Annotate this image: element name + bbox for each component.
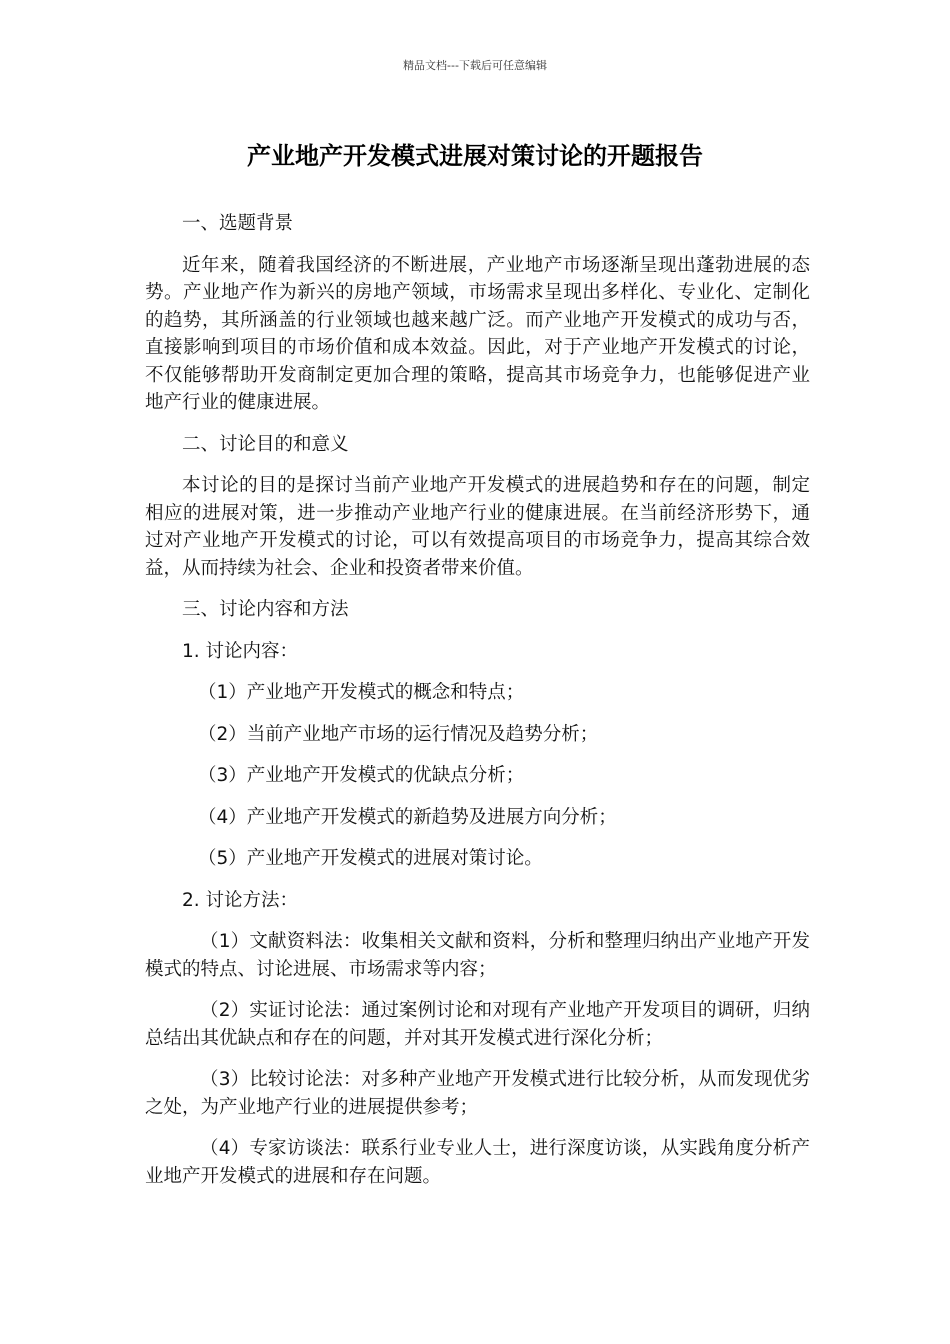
content-item: （3）产业地产开发模式的优缺点分析；: [198, 765, 525, 786]
method-item: （3）比较讨论法：对多种产业地产开发模式进行比较分析，从而发现优劣之处，为产业地产行业的进展提供参考；: [145, 1069, 810, 1118]
content-item: （4）产业地产开发模式的新趋势及进展方向分析；: [198, 806, 617, 828]
content-item: （5）产业地产开发模式的进展对策讨论。: [198, 848, 543, 869]
content-subheading: 1. 讨论内容：: [182, 640, 299, 662]
section-heading-purpose: 二、讨论目的和意义: [182, 433, 349, 455]
method-item: （4）专家访谈法：联系行业专业人士，进行深度访谈，从实践角度分析产业地产开发模式的进展和存在问题。: [145, 1138, 810, 1187]
section-heading-background: 一、选题背景: [182, 213, 294, 234]
content-item: （2）当前产业地产市场的运行情况及趋势分析；: [198, 723, 599, 745]
method-item: （1）文献资料法：收集相关文献和资料，分析和整理归纳出产业地产开发模式的特点、讨论进展、市场需求等内容；: [145, 931, 810, 980]
background-paragraph: 近年来，随着我国经济的不断进展，产业地产市场逐渐呈现出蓬勃进展的态势。产业地产作为新兴的房地产领域，市场需求呈现出多样化、专业化、定制化的趋势，其所涵盖的行业领域也越来越广泛。而产业地产开发模式的成功与否，直接影响到项目的市场价值和成本效益。因此，对于产业地产开发模式的讨论，不仅能够帮助开发商制定更加合理的策略，提高其市场竞争力，也能够促进产业地产行业的健康进展。: [145, 254, 810, 413]
section-heading-content-method: 三、讨论内容和方法: [182, 599, 349, 620]
method-item: （2）实证讨论法：通过案例讨论和对现有产业地产开发项目的调研，归纳总结出其优缺点和存在的问题，并对其开发模式进行深化分析；: [145, 1000, 810, 1049]
purpose-paragraph: 本讨论的目的是探讨当前产业地产开发模式的进展趋势和存在的问题，制定相应的进展对策，进一步推动产业地产行业的健康进展。在当前经济形势下，通过对产业地产开发模式的讨论，可以有效提高项目的市场竞争力，提高其综合效益，从而持续为社会、企业和投资者带来价值。: [145, 475, 810, 579]
method-subheading: 2. 讨论方法：: [182, 889, 299, 911]
content-item: （1）产业地产开发模式的概念和特点；: [198, 682, 525, 703]
document-title: 产业地产开发模式进展对策讨论的开题报告: [247, 142, 703, 170]
page-header: 精品文档---下载后可任意编辑: [403, 59, 547, 72]
document-body: [145, 210, 810, 1204]
